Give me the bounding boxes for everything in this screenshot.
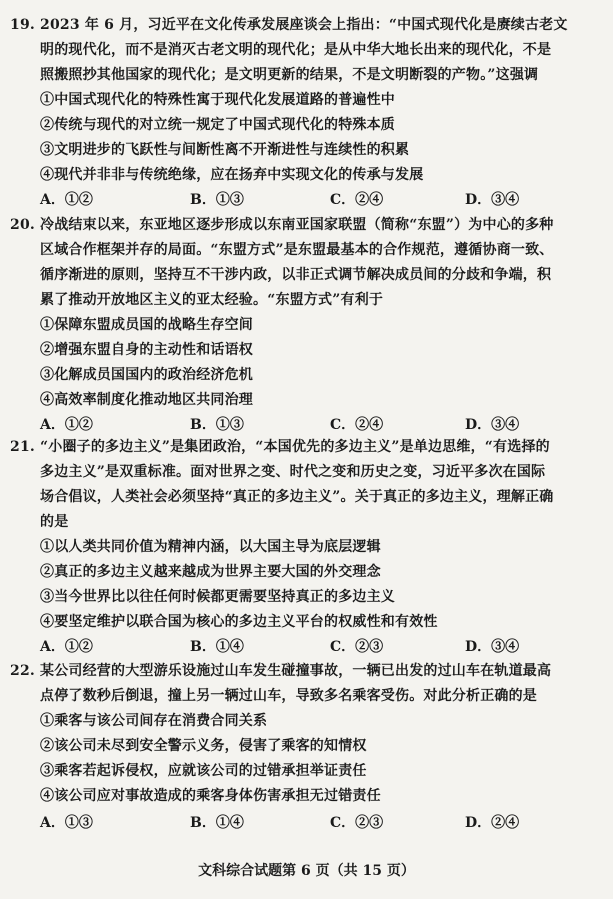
statement-item: ④该公司应对事故造成的乘客身体伤害承担无过错责任 xyxy=(40,788,381,804)
option-b: B．①③ xyxy=(190,192,244,208)
question-stem-line: 2023 年 6 月，习近平在文化传承发展座谈会上指出：“中国式现代化是赓续古老文 xyxy=(40,17,568,33)
question-stem-line: 的是 xyxy=(40,514,69,530)
question-number: 21. xyxy=(10,439,35,455)
option-d: D．③④ xyxy=(465,192,520,208)
statement-item: ④现代并非非与传统绝缘，应在扬弃中实现文化的传承与发展 xyxy=(40,167,424,183)
question-stem-line: 冷战结束以来，东亚地区逐步形成以东南亚国家联盟（简称“东盟”）为中心的多种 xyxy=(40,217,554,233)
statement-item: ③乘客若起诉侵权，应就该公司的过错承担举证责任 xyxy=(40,763,367,779)
question-number: 20. xyxy=(10,217,35,233)
statement-item: ④要坚定维护以联合国为核心的多边主义平台的权威性和有效性 xyxy=(40,614,438,630)
statement-item: ①乘客与该公司间存在消费合同关系 xyxy=(40,713,268,729)
option-c: C．②③ xyxy=(330,639,384,655)
statement-item: ③当今世界比以往任何时候都更需要坚持真正的多边主义 xyxy=(40,589,395,605)
question-number: 22. xyxy=(10,663,35,679)
question-stem-line: 照搬照抄其他国家的现代化；是文明更新的结果，不是文明断裂的产物。”这强调 xyxy=(40,67,539,83)
statement-item: ③文明进步的飞跃性与间断性离不开渐进性与连续性的积累 xyxy=(40,142,410,158)
statement-item: ④高效率制度化推动地区共同治理 xyxy=(40,392,253,408)
option-d: D．③④ xyxy=(465,417,520,433)
statement-item: ②增强东盟自身的主动性和话语权 xyxy=(40,342,253,358)
page-footer: 文科综合试题第 6 页（共 15 页） xyxy=(198,863,415,879)
statement-item: ①保障东盟成员国的战略生存空间 xyxy=(40,317,253,333)
question-stem-line: 循序渐进的原则，坚持互不干涉内政，以非正式调节解决成员间的分歧和争端，积 xyxy=(40,267,552,283)
statement-item: ③化解成员国国内的政治经济危机 xyxy=(40,367,253,383)
option-a: A．①② xyxy=(40,639,93,655)
question-stem-line: 点停了数秒后倒退，撞上另一辆过山车，导致多名乘客受伤。对此分析正确的是 xyxy=(40,688,537,704)
question-stem-line: 累了推动开放地区主义的亚太经验。“东盟方式”有利于 xyxy=(40,292,384,308)
question-stem-line: 场合倡议，人类社会必须坚持“真正的多边主义”。关于真正的多边主义，理解正确 xyxy=(40,489,554,505)
statement-item: ①以人类共同价值为精神内涵，以大国主导为底层逻辑 xyxy=(40,539,381,555)
option-c: C．②④ xyxy=(330,417,384,433)
statement-item: ②传统与现代的对立统一规定了中国式现代化的特殊本质 xyxy=(40,117,395,133)
statement-item: ②真正的多边主义越来越成为世界主要大国的外交理念 xyxy=(40,564,381,580)
option-b: B．①④ xyxy=(190,639,244,655)
statement-item: ②该公司未尽到安全警示义务，侵害了乘客的知情权 xyxy=(40,738,367,754)
question-stem-line: 某公司经营的大型游乐设施过山车发生碰撞事故，一辆已出发的过山车在轨道最高 xyxy=(40,663,552,679)
option-c: C．②④ xyxy=(330,192,384,208)
question-stem-line: 明的现代化，而不是消灭古老文明的现代化；是从中华大地长出来的现代化，不是 xyxy=(40,42,552,58)
option-a: A．①② xyxy=(40,417,93,433)
option-b: B．①③ xyxy=(190,417,244,433)
option-b: B．①④ xyxy=(190,815,244,831)
question-stem-line: 多边主义”是双重标准。面对世界之变、时代之变和历史之变，习近平多次在国际 xyxy=(40,464,546,480)
question-stem-line: 区域合作框架并存的局面。“东盟方式”是东盟最基本的合作规范，遵循协商一致、 xyxy=(40,242,554,258)
option-a: A．①③ xyxy=(40,815,93,831)
option-c: C．②③ xyxy=(330,815,384,831)
question-number: 19. xyxy=(10,17,35,33)
option-d: D．②④ xyxy=(465,815,520,831)
option-d: D．③④ xyxy=(465,639,520,655)
statement-item: ①中国式现代化的特殊性寓于现代化发展道路的普遍性中 xyxy=(40,92,395,108)
question-stem-line: “小圈子的多边主义”是集团政治，“本国优先的多边主义”是单边思维，“有选择的 xyxy=(40,439,550,455)
option-a: A．①② xyxy=(40,192,93,208)
